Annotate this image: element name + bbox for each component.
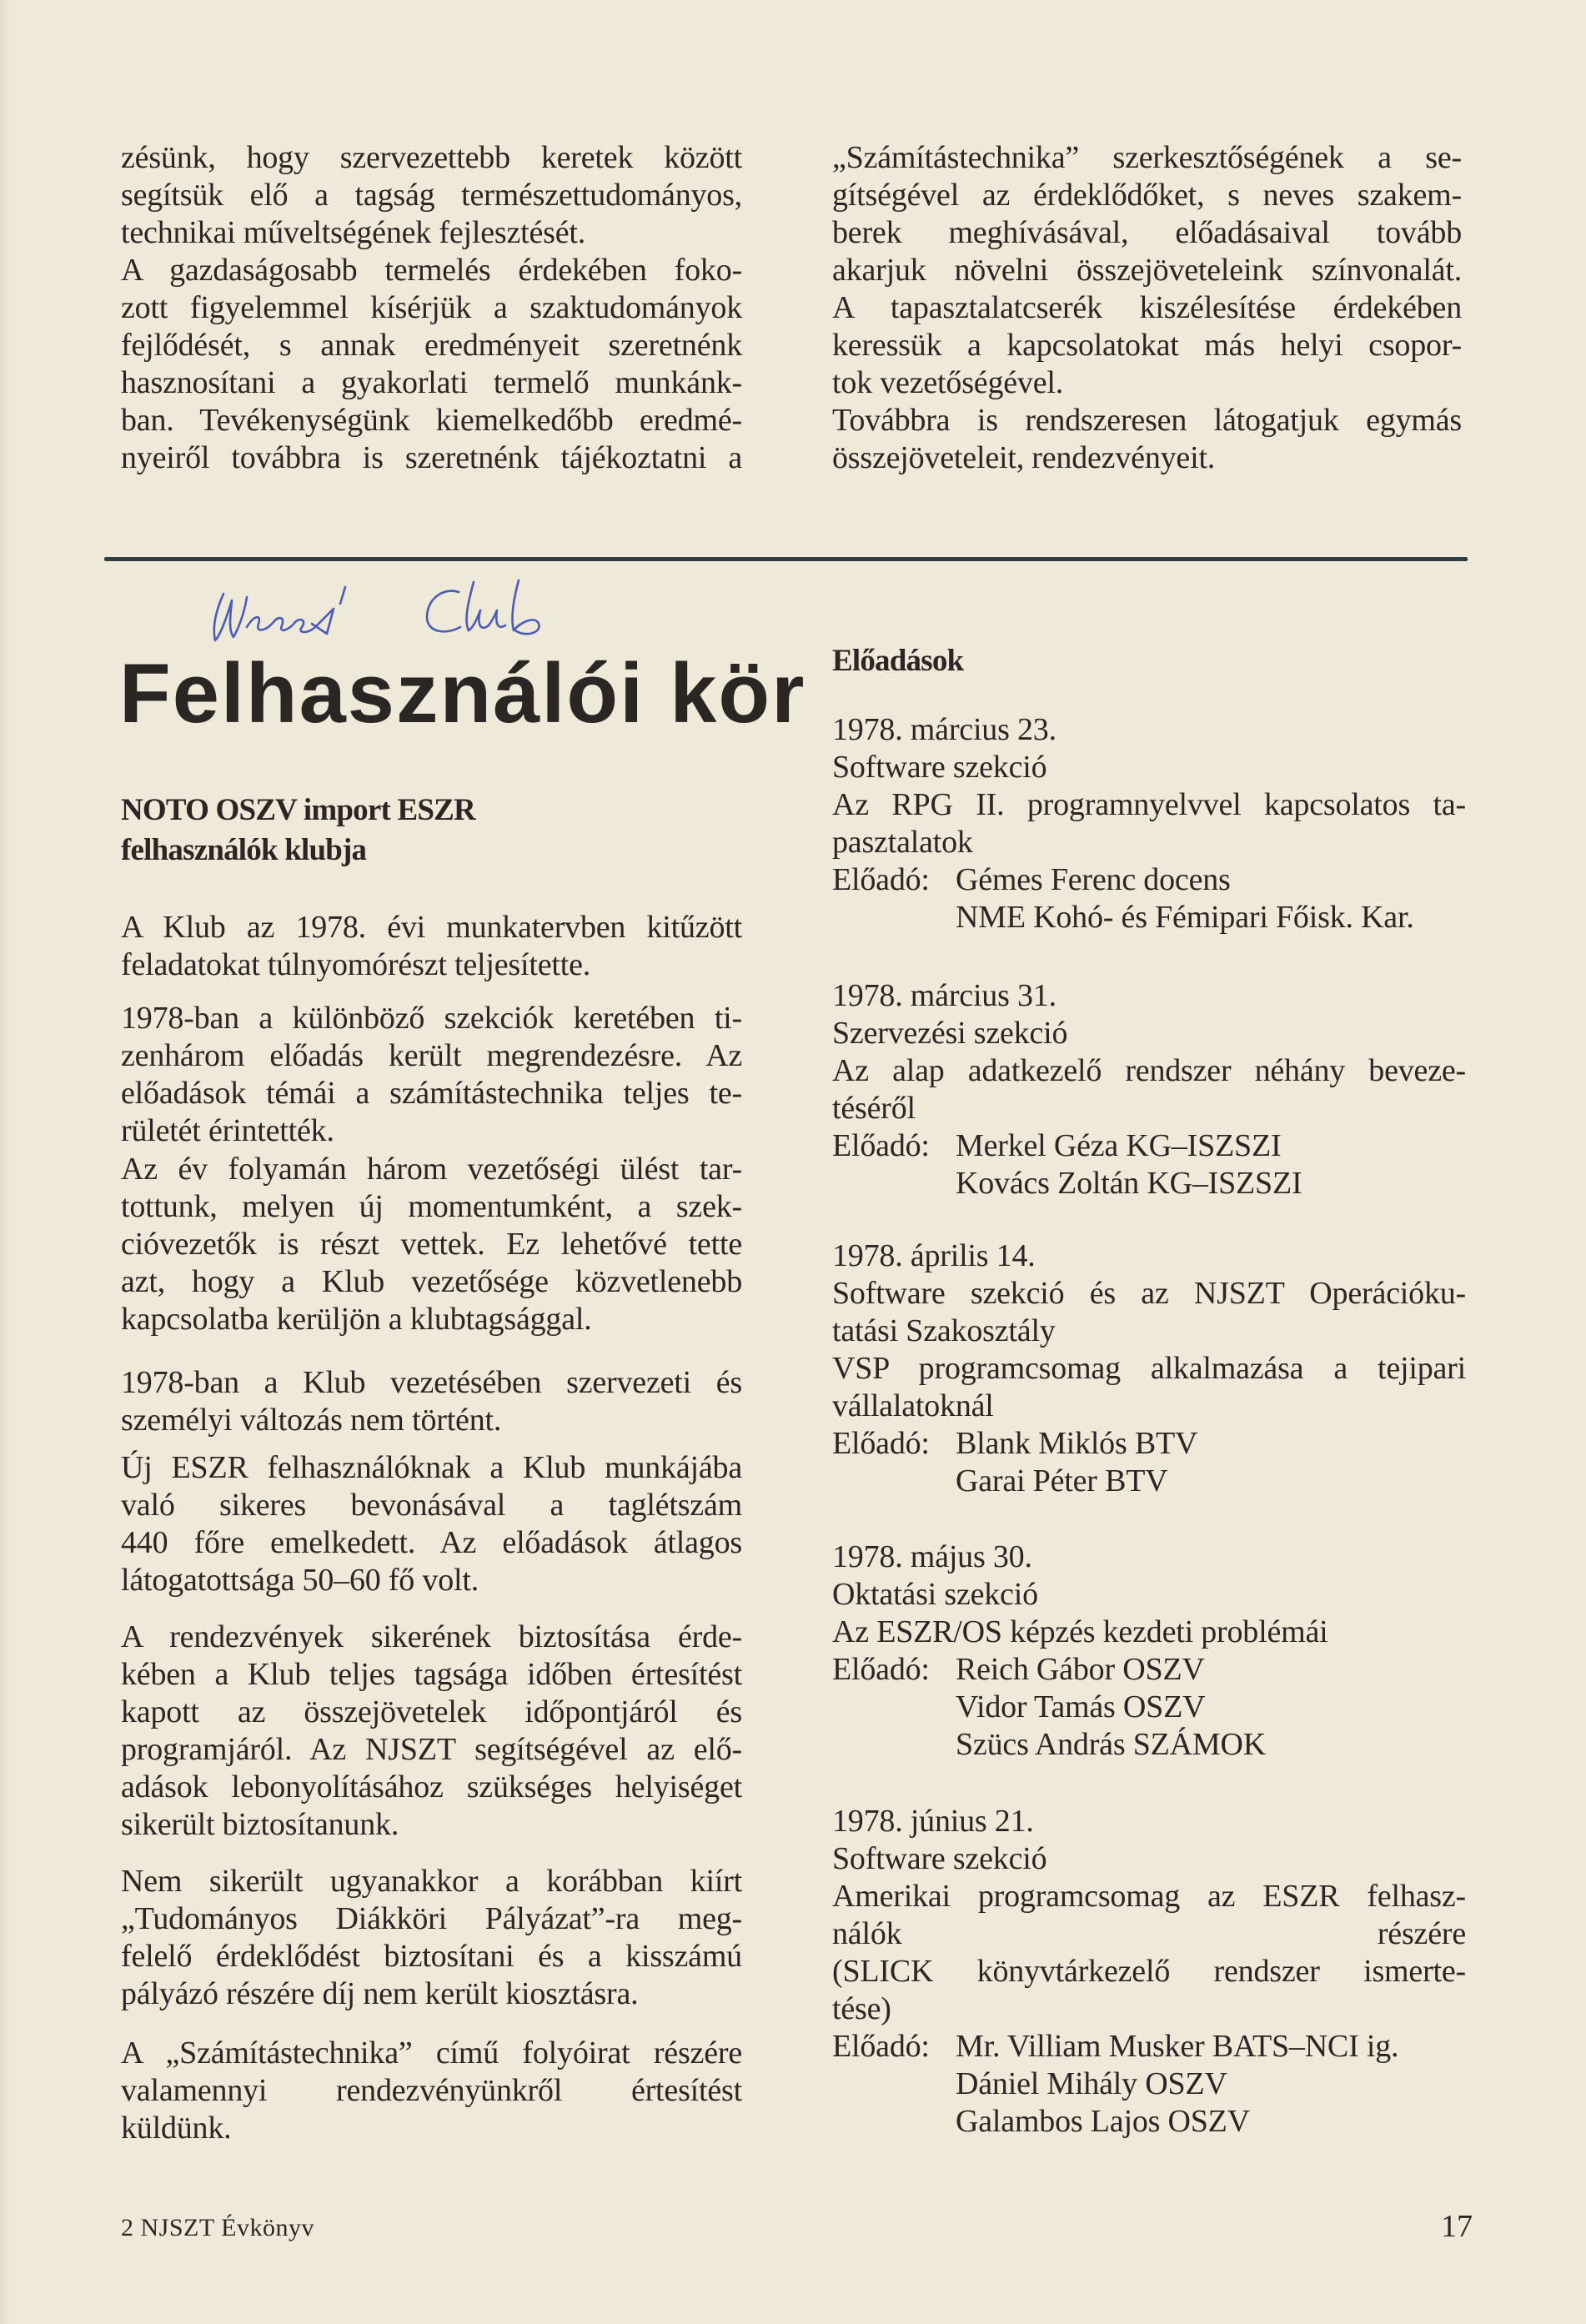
text-line: Az év folyamán három vezetőségi ülést tar-: [121, 1152, 742, 1187]
text-line: feladatokat túlnyomórészt teljesítette.: [121, 947, 591, 982]
text-line: sikerült biztosítanunk.: [121, 1807, 399, 1842]
handwritten-annotation: [208, 575, 659, 650]
text-line: tok vezetőségével.: [832, 365, 1064, 400]
lecture-date: 1978. május 30.: [832, 1539, 1032, 1574]
paragraph: [121, 909, 742, 984]
text-line: zott figyelemmel kísérjük a szaktudományok: [121, 290, 742, 325]
text-line: zésünk, hogy szervezettebb keretek között: [121, 140, 742, 175]
lectures-heading: Előadások: [832, 644, 964, 678]
lecture-title: Az alap adatkezelő rendszer néhány beveze-: [832, 1053, 1466, 1088]
speaker-name: Kovács Zoltán KG–ISZSZI: [956, 1166, 1302, 1201]
speaker-names: [956, 1127, 1302, 1202]
text-line: 1978-ban a Klub vezetésében szervezeti és: [121, 1365, 742, 1400]
subheading-line: NOTO OSZV import ESZR: [121, 793, 475, 827]
speaker-name: Mr. Villiam Musker BATS–NCI ig.: [956, 2029, 1399, 2064]
paragraph: [121, 1000, 742, 1150]
speaker-name: Vidor Tamás OSZV: [956, 1689, 1206, 1724]
speaker-names: [956, 861, 1414, 936]
lecture-date: 1978. április 14.: [832, 1238, 1036, 1273]
text-line: A gazdaságosabb termelés érdekében foko-: [121, 253, 742, 288]
text-line: valamennyi rendezvényünkről értesítést: [121, 2073, 742, 2108]
speaker-name: Merkel Géza KG–ISZSZI: [956, 1128, 1282, 1163]
paragraph: [121, 2035, 742, 2147]
speaker-names: [956, 1425, 1197, 1500]
speaker-name: Reich Gábor OSZV: [956, 1652, 1205, 1687]
lecture-title: Az RPG II. programnyelvvel kapcsolatos ta-: [832, 787, 1466, 822]
speaker-label: Előadó:: [832, 862, 930, 897]
text-line: adások lebonyolításához szükséges helyiséget: [121, 1769, 742, 1804]
top-right-column: [832, 139, 1462, 477]
text-line: ban. Tevékenységünk kiemelkedőbb eredmé-: [121, 403, 742, 438]
page-number: 17: [1441, 2209, 1473, 2244]
lecture-section: Szervezési szekció: [832, 1016, 1068, 1051]
text-line: összejöveteleit, rendezvényeit.: [832, 440, 1216, 475]
paragraph: [121, 1619, 742, 1844]
text-line: segítsük elő a tagság természettudományos,: [121, 178, 742, 213]
speaker-row: [832, 1425, 1466, 1500]
speaker-name: Galambos Lajos OSZV: [956, 2104, 1250, 2139]
lecture-section: Oktatási szekció: [832, 1577, 1038, 1612]
club-subheading: [121, 791, 742, 871]
speaker-label: Előadó:: [832, 1128, 930, 1163]
text-line: fejlődését, s annak eredményeit szeretnénk: [121, 328, 742, 363]
lecture-date: 1978. június 21.: [832, 1804, 1034, 1839]
lecture-title: tése): [832, 1991, 891, 2026]
text-line: kapcsolatba kerüljön a klubtagsággal.: [121, 1302, 592, 1337]
text-line: hasznosítani a gyakorlati termelő munkánk-: [121, 365, 742, 400]
lecture-date: 1978. március 23.: [832, 712, 1056, 747]
speaker-label: Előadó:: [832, 1426, 930, 1461]
text-line: zenhárom előadás került megrendezésre. Az: [121, 1038, 742, 1073]
lecture-section: Software szekció: [832, 1841, 1047, 1876]
paragraph: [121, 1863, 742, 2013]
text-line: 440 főre emelkedett. Az előadások átlagos: [121, 1525, 742, 1560]
lecture-title: nálók részére: [832, 1916, 1466, 1951]
lecture-entry: [832, 977, 1466, 1202]
text-line: technikai műveltségének fejlesztését.: [121, 215, 586, 250]
text-line: küldünk.: [121, 2111, 232, 2146]
text-line: Nem sikerült ugyanakkor a korábban kiírt: [121, 1864, 742, 1899]
lecture-title: pasztalatok: [832, 825, 973, 860]
text-line: felelő érdeklődést biztosítani és a kisszámú: [121, 1939, 742, 1974]
lecture-title: téséről: [832, 1091, 916, 1126]
speaker-names: [956, 1651, 1266, 1764]
lecture-section: Software szekció: [832, 750, 1047, 785]
text-line: azt, hogy a Klub vezetősége közvetlenebb: [121, 1264, 742, 1299]
speaker-row: [832, 861, 1466, 936]
lecture-entry: [832, 711, 1466, 936]
lecture-entry: [832, 1803, 1466, 2141]
speaker-label: Előadó:: [832, 1652, 930, 1687]
text-line: kapott az összejövetelek időpontjáról és: [121, 1694, 742, 1729]
speaker-name: Szücs András SZÁMOK: [956, 1727, 1266, 1762]
text-line: személyi változás nem történt.: [121, 1403, 502, 1438]
lecture-section: Software szekció és az NJSZT Operációku-: [832, 1276, 1466, 1311]
paragraph: [121, 1364, 742, 1439]
lecture-title: vállalatoknál: [832, 1388, 994, 1423]
text-line: nyeiről továbbra is szeretnénk tájékoztatni a: [121, 440, 742, 475]
lecture-title: VSP programcsomag alkalmazása a tejipari: [832, 1351, 1466, 1386]
lecture-title: (SLICK könyvtárkezelő rendszer ismerte-: [832, 1954, 1466, 1989]
text-line: előadások témái a számítástechnika teljes te-: [121, 1076, 742, 1111]
text-line: tottunk, melyen új momentumként, a szek-: [121, 1189, 742, 1224]
text-line: gítségével az érdeklődőket, s neves szakem-: [832, 178, 1462, 213]
lecture-entry: [832, 1237, 1466, 1500]
speaker-name: NME Kohó- és Fémipari Főisk. Kar.: [956, 900, 1414, 935]
text-line: rületét érintették.: [121, 1113, 334, 1148]
text-line: „Számítástechnika” szerkesztőségének a se-: [832, 140, 1462, 175]
speaker-name: Blank Miklós BTV: [956, 1426, 1198, 1461]
text-line: keressük a kapcsolatokat más helyi csopor-: [832, 328, 1462, 363]
paragraph: [121, 1151, 742, 1338]
paragraph: [121, 1449, 742, 1599]
text-line: pályázó részére díj nem került kiosztásra.: [121, 1976, 639, 2011]
speaker-row: [832, 1651, 1466, 1764]
text-line: Továbbra is rendszeresen látogatjuk egymás: [832, 403, 1462, 438]
text-line: A rendezvények sikerének biztosítása érde-: [121, 1619, 742, 1654]
lecture-section: tatási Szakosztály: [832, 1313, 1056, 1348]
speaker-row: [832, 2028, 1466, 2141]
text-line: cióvezetők is részt vettek. Ez lehetővé tette: [121, 1227, 742, 1262]
speaker-row: [832, 1127, 1466, 1202]
speaker-label: Előadó:: [832, 2029, 930, 2064]
speaker-name: Dániel Mihály OSZV: [956, 2066, 1227, 2101]
text-line: A Klub az 1978. évi munkatervben kitűzött: [121, 910, 742, 945]
text-line: akarjuk növelni összejöveteleink színvonalát.: [832, 253, 1462, 288]
footer-publication: 2 NJSZT Évkönyv: [121, 2214, 314, 2241]
lecture-entry: [832, 1538, 1466, 1764]
speaker-name: Gémes Ferenc docens: [956, 862, 1231, 897]
text-line: A tapasztalatcserék kiszélesítése érdekében: [832, 290, 1462, 325]
text-line: való sikeres bevonásával a taglétszám: [121, 1488, 742, 1523]
section-divider-rule: [104, 557, 1468, 561]
text-line: Új ESZR felhasználóknak a Klub munkájába: [121, 1450, 742, 1485]
speaker-name: Garai Péter BTV: [956, 1463, 1168, 1498]
top-left-column: [121, 139, 742, 477]
text-line: berek meghívásával, előadásaival tovább: [832, 215, 1462, 250]
lecture-date: 1978. március 31.: [832, 978, 1056, 1013]
text-line: látogatottsága 50–60 fő volt.: [121, 1563, 479, 1598]
text-line: programjáról. Az NJSZT segítségével az elő-: [121, 1732, 742, 1767]
page-edge: [0, 0, 13, 2324]
lecture-title: Amerikai programcsomag az ESZR felhasz-: [832, 1879, 1466, 1914]
text-line: A „Számítástechnika” című folyóirat részére: [121, 2035, 742, 2071]
lecture-title: Az ESZR/OS képzés kezdeti problémái: [832, 1614, 1328, 1649]
page-title: Felhasználói kör: [119, 647, 806, 740]
text-line: 1978-ban a különböző szekciók keretében ti-: [121, 1001, 742, 1036]
text-line: „Tudományos Diákköri Pályázat”-ra meg-: [121, 1901, 742, 1936]
subheading-line: felhasználók klubja: [121, 833, 367, 867]
text-line: kében a Klub teljes tagsága időben értesítést: [121, 1657, 742, 1692]
speaker-names: [956, 2028, 1398, 2141]
